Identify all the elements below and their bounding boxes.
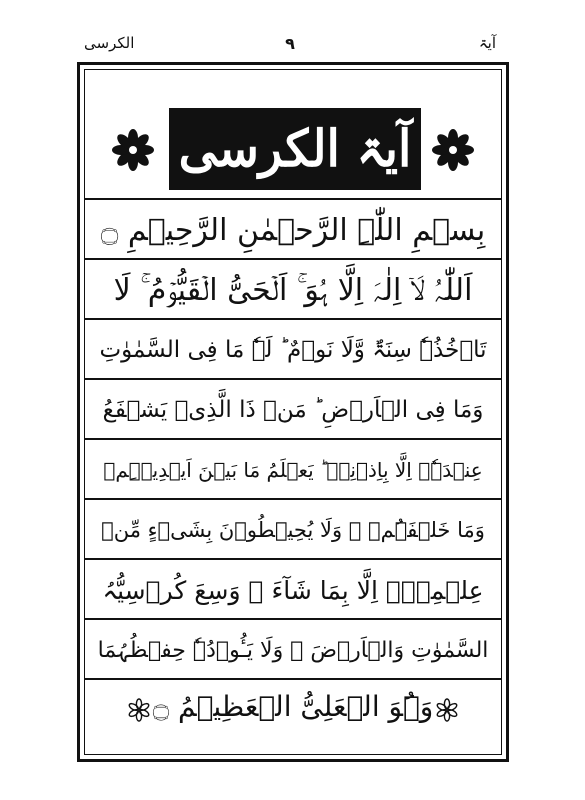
verse-line-text: وَمَا خَلۡفَہُمۡ ۚ وَلَا یُحِیۡطُوۡنَ بِشَیۡءٍ مِّنۡ (101, 518, 485, 542)
page-title-text: آیۃ الکرسی (178, 119, 412, 179)
header-right-label: آیۃ (478, 34, 496, 52)
verse-line (85, 318, 501, 380)
title-band (85, 100, 501, 198)
header-left-label: الکرسی (84, 34, 135, 52)
verse-line (85, 678, 501, 732)
page-number: ۹ (285, 34, 295, 53)
rosette-icon (431, 128, 475, 172)
verse-line (85, 558, 501, 620)
verse-line (85, 198, 501, 260)
verse-line-text: السَّمٰوٰتِ وَالۡاَرۡضَ ۚ وَلَا یَـُٔوۡدُہٗ حِفۡظُہُمَا (97, 637, 489, 663)
page-frame (77, 62, 509, 762)
verse-line-text: اَللّٰہُ لَاۤ اِلٰہَ اِلَّا ہُوَ ۚ اَلۡحَیُّ الۡقَیُّوۡمُ ۚ لَا (113, 272, 473, 308)
page-frame-inner (84, 69, 502, 755)
verse-line-text: بِسۡمِ اللّٰہِ الرَّحۡمٰنِ الرَّحِیۡمِ ۝ (100, 212, 486, 248)
verse-line (85, 438, 501, 500)
verse-line (85, 498, 501, 560)
rosette-icon (111, 128, 155, 172)
verse-line-text: عِلۡمِہٖۤ اِلَّا بِمَا شَآءَ ۚ وَسِعَ کُرۡسِیُّہُ (102, 575, 484, 605)
verse-line (85, 618, 501, 680)
page-title (169, 108, 421, 190)
verse-line-text: تَاۡخُذُہٗ سِنَۃٌ وَّلَا نَوۡمٌ ؕ لَہٗ مَا فِی السَّمٰوٰتِ (99, 337, 487, 363)
verse-line-text: وَمَا فِی الۡاَرۡضِ ؕ مَنۡ ذَا الَّذِیۡ یَشۡفَعُ (102, 397, 484, 423)
verse-line-text: عِنۡدَہٗۤ اِلَّا بِاِذۡنِہٖ ؕ یَعۡلَمُ مَا بَیۡنَ اَیۡدِیۡہِمۡ (103, 458, 483, 482)
verse-line (85, 378, 501, 440)
verse-line (85, 258, 501, 320)
running-header (84, 34, 496, 56)
small-flower-icon (435, 698, 459, 722)
small-flower-icon (127, 698, 151, 722)
verse-line-text: وَہُوَ الۡعَلِیُّ الۡعَظِیۡمُ ۝ (152, 689, 434, 723)
